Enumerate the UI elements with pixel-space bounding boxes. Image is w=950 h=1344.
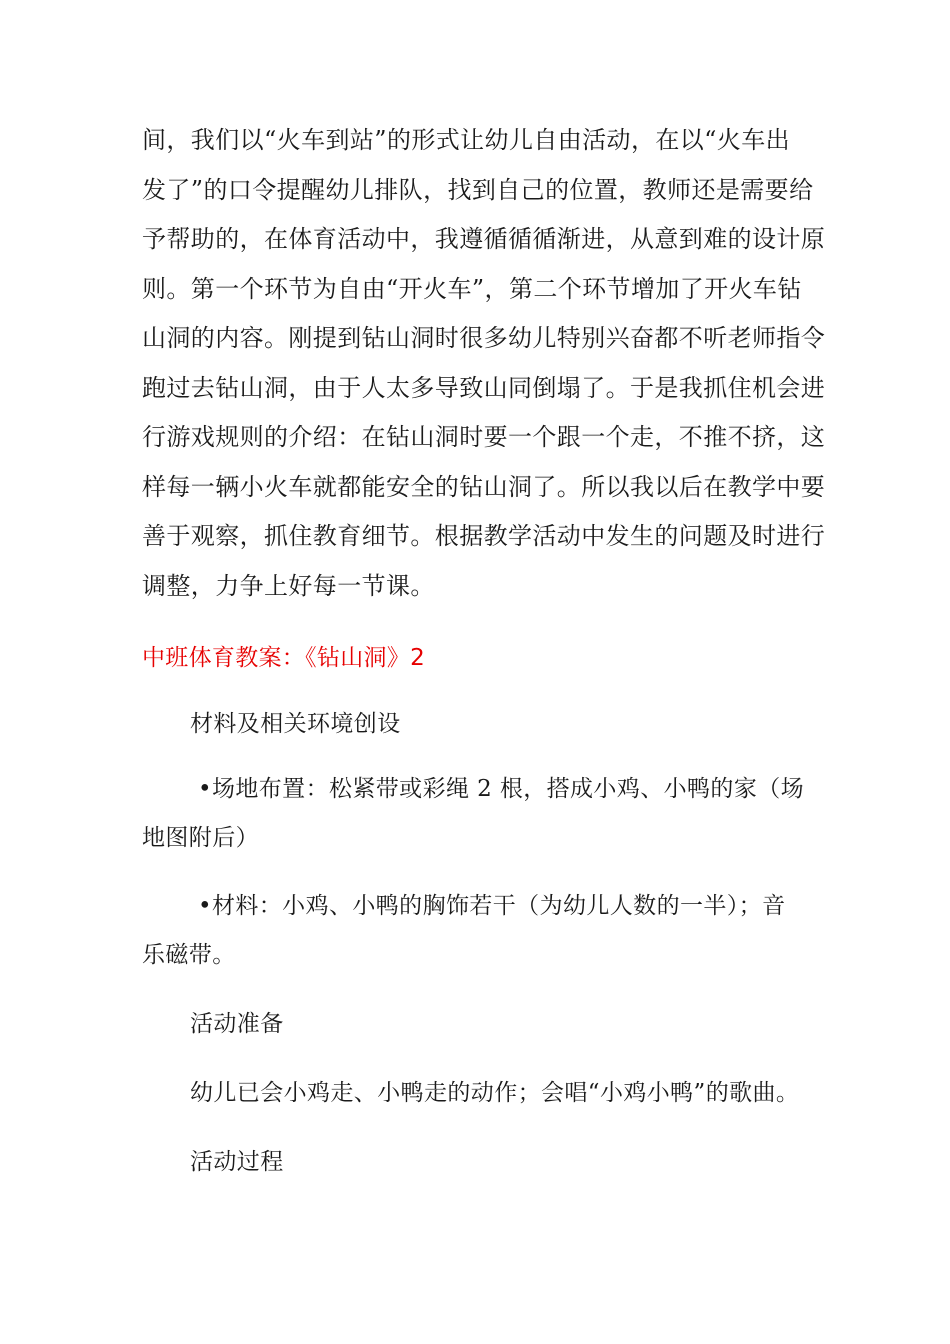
paragraph-line: 予帮助的，在体育活动中，我遵循循循渐进，从意到难的设计原 <box>142 225 826 253</box>
preparation-text: 幼儿已会小鸡走、小鸭走的动作；会唱“小鸡小鸭”的歌曲。 <box>190 1080 800 1106</box>
paragraph-line: 则。第一个环节为自由“开火车”，第二个环节增加了开火车钻 <box>142 274 802 303</box>
section-heading: 中班体育教案：《钻山洞》2 <box>142 645 426 671</box>
material-section-title: 材料及相关环境创设 <box>190 711 401 737</box>
paragraph-line: 山洞的内容。刚提到钻山洞时很多幼儿特别兴奋都不听老师指令 <box>142 324 826 352</box>
paragraph-line: 样每一辆小火车就都能安全的钻山洞了。所以我以后在教学中要 <box>142 472 826 501</box>
paragraph-line: 行游戏规则的介绍：在钻山洞时要一个跟一个走，不推不挤，这 <box>142 423 826 451</box>
materials-item-line-2: 乐磁带。 <box>142 942 236 968</box>
preparation-section-title: 活动准备 <box>190 1011 284 1037</box>
paragraph-line: 跑过去钻山洞，由于人太多导致山同倒塌了。于是我抓住机会进 <box>142 373 826 402</box>
venue-item-line-2: 地图附后） <box>142 825 259 851</box>
venue-item-line-1: •场地布置：松紧带或彩绳 2 根，搭成小鸡、小鸭的家（场 <box>198 776 805 802</box>
materials-item-line-1: •材料：小鸡、小鸭的胸饰若干（为幼儿人数的一半）；音 <box>198 893 786 919</box>
process-section-title: 活动过程 <box>190 1149 284 1175</box>
paragraph-line: 发了”的口令提醒幼儿排队，找到自己的位置，教师还是需要给 <box>142 175 814 204</box>
paragraph-line: 间，我们以“火车到站”的形式让幼儿自由活动，在以“火车出 <box>142 126 791 154</box>
paragraph-line: 善于观察，抓住教育细节。根据教学活动中发生的问题及时进行 <box>142 522 826 550</box>
reflection-paragraph <box>142 116 826 611</box>
paragraph-line: 调整，力争上好每一节课。 <box>142 571 435 600</box>
